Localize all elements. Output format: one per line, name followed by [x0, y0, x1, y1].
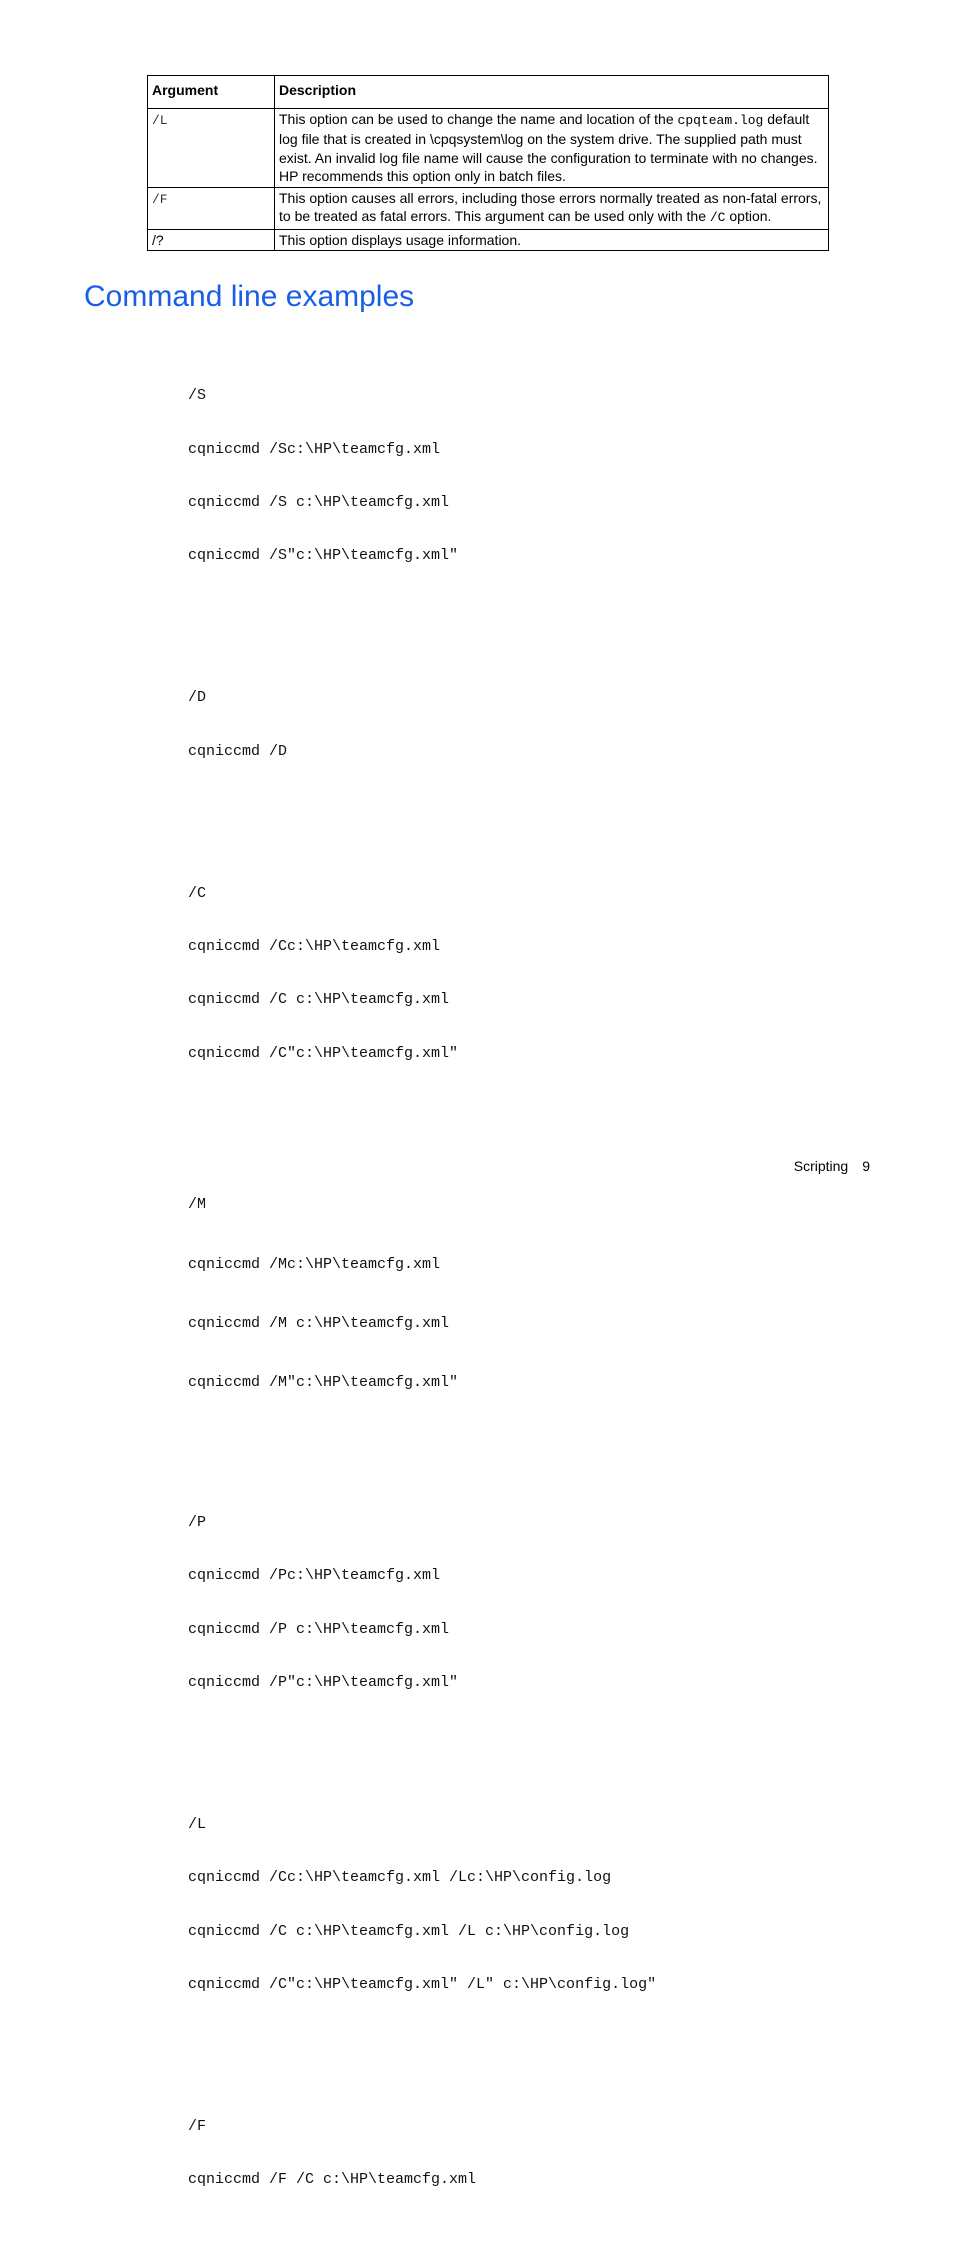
example-block [188, 1780, 656, 2029]
code-line: cqniccmd /P c:\HP\teamcfg.xml [188, 1620, 450, 1638]
code-line: /D [188, 689, 207, 707]
code-line: cqniccmd /S c:\HP\teamcfg.xml [188, 493, 450, 511]
code-line: cqniccmd /M"c:\HP\teamcfg.xml" [188, 1374, 459, 1392]
footer-section: Scripting [793, 1158, 849, 1174]
description-cell [275, 187, 829, 229]
example-block [188, 1158, 656, 1431]
example-block [188, 1478, 656, 1727]
argument-cell: /F [148, 187, 275, 229]
description-text: option. [725, 208, 772, 224]
inline-code: cpqteam.log [677, 112, 764, 128]
page-number: 9 [862, 1158, 870, 1174]
code-line: cqniccmd /Cc:\HP\teamcfg.xml /Lc:\HP\config.log [188, 1869, 612, 1887]
example-block [188, 654, 656, 796]
code-line: cqniccmd /Pc:\HP\teamcfg.xml [188, 1567, 441, 1585]
command-examples [188, 316, 656, 2260]
description-text: This option can be used to change the name and location of the [279, 110, 678, 127]
table-row [148, 187, 829, 229]
example-block [188, 2083, 656, 2225]
argument-cell: /L [148, 108, 275, 187]
code-line: cqniccmd /Sc:\HP\teamcfg.xml [188, 440, 441, 458]
description-cell: This option displays usage information. [275, 229, 829, 251]
table-row [148, 108, 829, 187]
example-block [188, 352, 656, 601]
example-block [188, 849, 656, 1098]
code-line: /P [188, 1513, 207, 1531]
code-line: /M [188, 1196, 207, 1214]
section-heading: Command line examples [84, 280, 415, 313]
table-row [148, 229, 829, 251]
code-line: cqniccmd /C"c:\HP\teamcfg.xml" /L" c:\HP\config.log" [188, 1976, 657, 1994]
page-footer [794, 1158, 870, 1174]
code-line: /C [188, 884, 207, 902]
code-line: cqniccmd /S"c:\HP\teamcfg.xml" [188, 547, 459, 565]
arguments-table [147, 75, 829, 251]
code-line: cqniccmd /C c:\HP\teamcfg.xml [188, 991, 450, 1009]
code-line: cqniccmd /C c:\HP\teamcfg.xml /L c:\HP\config.log [188, 1922, 630, 1940]
code-line: cqniccmd /F /C c:\HP\teamcfg.xml [188, 2171, 477, 2189]
argument-cell: /? [148, 229, 275, 251]
code-line: /S [188, 387, 207, 405]
header-description: Description [275, 76, 829, 109]
code-line: cqniccmd /M c:\HP\teamcfg.xml [188, 1315, 450, 1333]
code-line: cqniccmd /Mc:\HP\teamcfg.xml [188, 1255, 441, 1273]
table-header-row [148, 76, 829, 109]
description-text: default log file that is created in \cpqsystem\log on the system drive. The supplied path must exist. An invalid log file name will cause the configuration to terminate with no changes. HP recommends this option only in batch files. [279, 110, 818, 184]
header-argument: Argument [148, 76, 275, 109]
code-line: cqniccmd /P"c:\HP\teamcfg.xml" [188, 1673, 459, 1691]
code-line: cqniccmd /D [188, 742, 288, 760]
code-line: cqniccmd /C"c:\HP\teamcfg.xml" [188, 1044, 459, 1062]
description-text: This option causes all errors, including those errors normally treated as non-fatal errors, to be treated as fatal errors. This argument can be used only with the [279, 189, 822, 224]
code-line: cqniccmd /Cc:\HP\teamcfg.xml [188, 938, 441, 956]
inline-code: /C [709, 210, 726, 225]
description-cell [275, 108, 829, 187]
code-line: /F [188, 2118, 207, 2136]
code-line: /L [188, 1815, 207, 1833]
